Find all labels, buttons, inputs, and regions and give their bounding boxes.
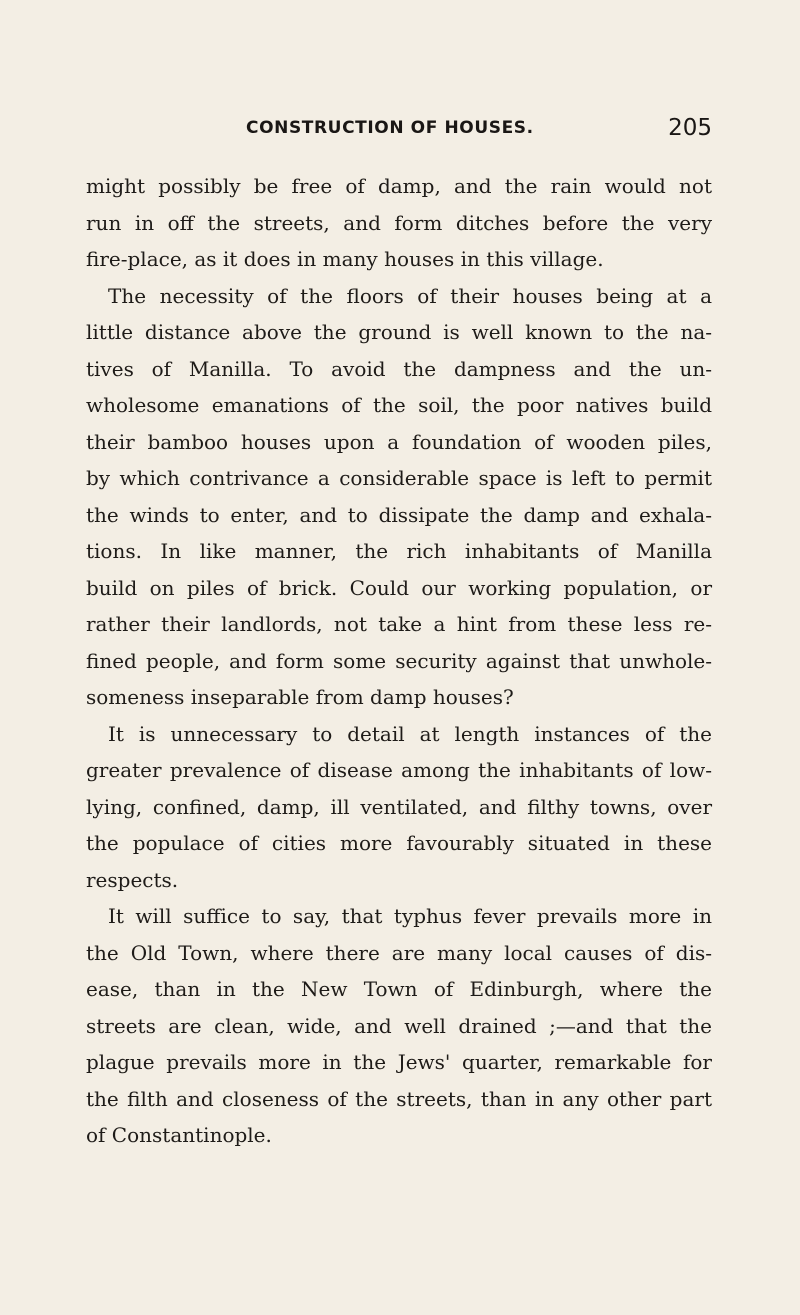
text-line: their bamboo houses upon a foundation of wooden piles,	[86, 429, 712, 454]
text-line: rather their landlords, not take a hint from these less re-	[86, 612, 712, 636]
page-header	[86, 115, 712, 148]
text-line: streets are clean, wide, and well drained ;—and that the	[86, 1013, 712, 1038]
text-line: respects.	[86, 867, 179, 892]
text-line: greater prevalence of disease among the inhabitants of low-	[86, 758, 712, 782]
text-line: ease, than in the New Town of Edinburgh, where the	[86, 977, 712, 1001]
text-line: might possibly be free of damp, and the rain would not	[86, 174, 712, 198]
text-line: the winds to enter, and to dissipate the damp and exhala-	[86, 502, 712, 527]
text-line: someness inseparable from damp houses?	[86, 685, 514, 709]
text-line: It is unnecessary to detail at length instances of the	[108, 721, 712, 746]
text-line: run in off the streets, and form ditches before the very	[86, 210, 712, 235]
text-line: fire-place, as it does in many houses in this village.	[86, 247, 604, 271]
text-line: The necessity of the floors of their houses being at a	[108, 283, 712, 308]
text-line: wholesome emanations of the soil, the poor natives build	[86, 393, 712, 417]
body-text	[86, 168, 712, 1154]
text-line: plague prevails more in the Jews' quarter, remarkable for	[86, 1050, 712, 1074]
page-number: 205	[668, 115, 712, 141]
text-line: tions. In like manner, the rich inhabitants of Manilla	[86, 539, 712, 563]
text-line: It will suffice to say, that typhus fever prevails more in	[108, 904, 712, 928]
text-line: lying, confined, damp, ill ventilated, and filthy towns, over	[86, 794, 712, 819]
text-line: fined people, and form some security against that unwhole-	[86, 648, 712, 673]
text-line: the Old Town, where there are many local causes of dis-	[86, 940, 712, 965]
text-line: of Constantinople.	[86, 1123, 272, 1147]
text-line: little distance above the ground is well known to the na-	[86, 320, 712, 344]
text-line: the populace of cities more favourably situated in these	[86, 831, 712, 855]
text-line: by which contrivance a considerable space is left to permit	[86, 466, 712, 490]
running-title: CONSTRUCTION OF HOUSES.	[246, 118, 534, 138]
text-line: the filth and closeness of the streets, than in any other part	[86, 1086, 712, 1111]
text-line: build on piles of brick. Could our working population, or	[86, 575, 712, 600]
text-line: tives of Manilla. To avoid the dampness and the un-	[86, 356, 712, 381]
